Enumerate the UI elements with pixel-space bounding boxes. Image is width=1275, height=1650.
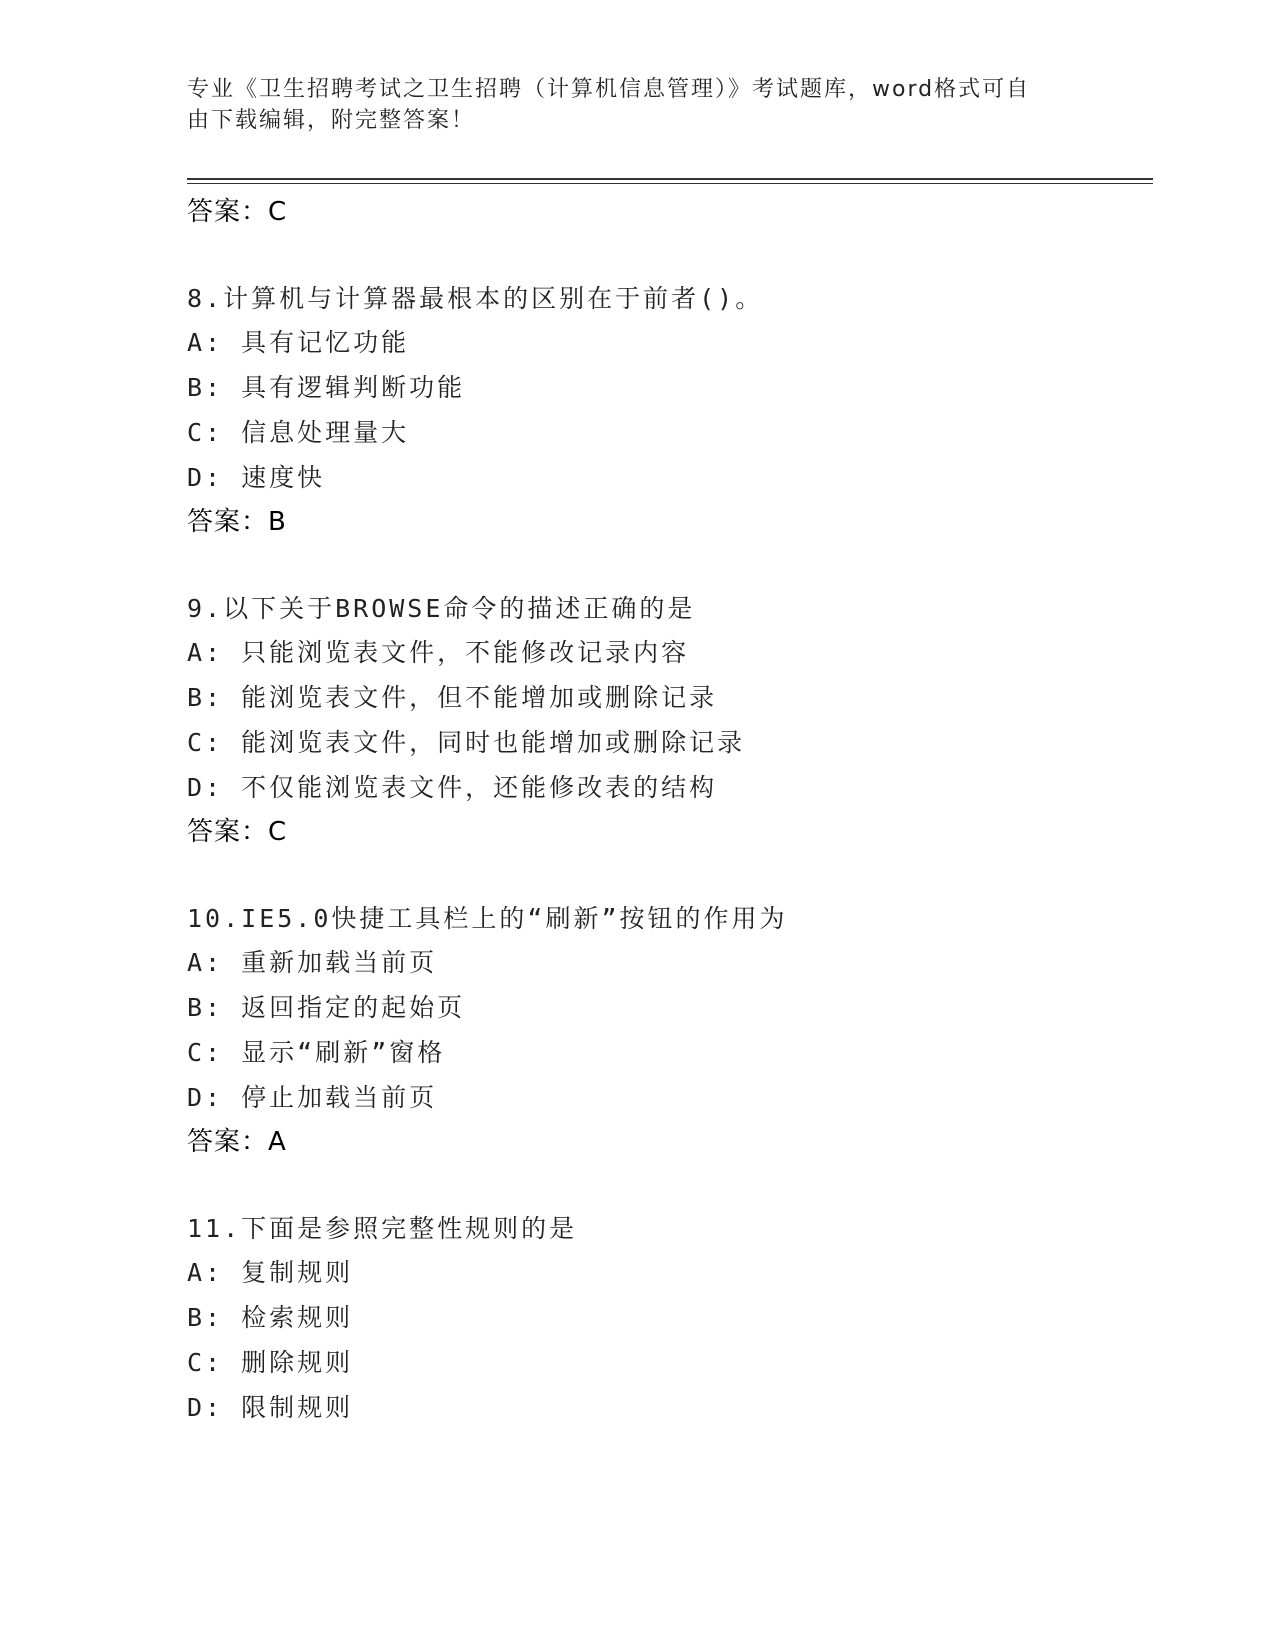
question-9 xyxy=(187,587,1153,854)
option-b: B: 能浏览表文件，但不能增加或删除记录 xyxy=(187,683,718,712)
option-d: D: 停止加载当前页 xyxy=(187,1083,438,1112)
question-answer: 答案：C xyxy=(187,817,288,847)
option-a: A: 重新加载当前页 xyxy=(187,948,438,977)
header-line-2: 由下载编辑，附完整答案！ xyxy=(187,108,476,133)
document-header xyxy=(187,74,1067,136)
question-stem: 11.下面是参照完整性规则的是 xyxy=(187,1214,578,1243)
option-d: D: 速度快 xyxy=(187,463,326,492)
option-d: D: 不仅能浏览表文件，还能修改表的结构 xyxy=(187,773,718,802)
header-divider-thick xyxy=(187,178,1153,180)
option-c: C: 信息处理量大 xyxy=(187,418,410,447)
question-stem: 9.以下关于BROWSE命令的描述正确的是 xyxy=(187,594,696,623)
question-stem: 10.IE5.0快捷工具栏上的“刷新”按钮的作用为 xyxy=(187,904,788,933)
question-answer: 答案：B xyxy=(187,507,287,537)
option-b: B: 检索规则 xyxy=(187,1303,354,1332)
question-10 xyxy=(187,897,1153,1164)
option-c: C: 能浏览表文件，同时也能增加或删除记录 xyxy=(187,728,746,757)
previous-answer: 答案：C xyxy=(187,197,288,227)
question-list xyxy=(187,190,1153,1430)
option-c: C: 删除规则 xyxy=(187,1348,354,1377)
option-a: A: 复制规则 xyxy=(187,1258,354,1287)
header-line-1: 专业《卫生招聘考试之卫生招聘（计算机信息管理）》考试题库，word格式可自 xyxy=(187,77,1031,102)
option-a: A: 具有记忆功能 xyxy=(187,328,410,357)
question-8 xyxy=(187,277,1153,544)
question-11 xyxy=(187,1207,1153,1430)
option-c: C: 显示“刷新”窗格 xyxy=(187,1038,446,1067)
option-b: B: 具有逻辑判断功能 xyxy=(187,373,466,402)
question-answer: 答案：A xyxy=(187,1127,287,1157)
header-divider-thin xyxy=(187,183,1153,184)
question-stem: 8.计算机与计算器最根本的区别在于前者()。 xyxy=(187,284,764,313)
option-d: D: 限制规则 xyxy=(187,1393,354,1422)
option-b: B: 返回指定的起始页 xyxy=(187,993,466,1022)
option-a: A: 只能浏览表文件，不能修改记录内容 xyxy=(187,638,690,667)
